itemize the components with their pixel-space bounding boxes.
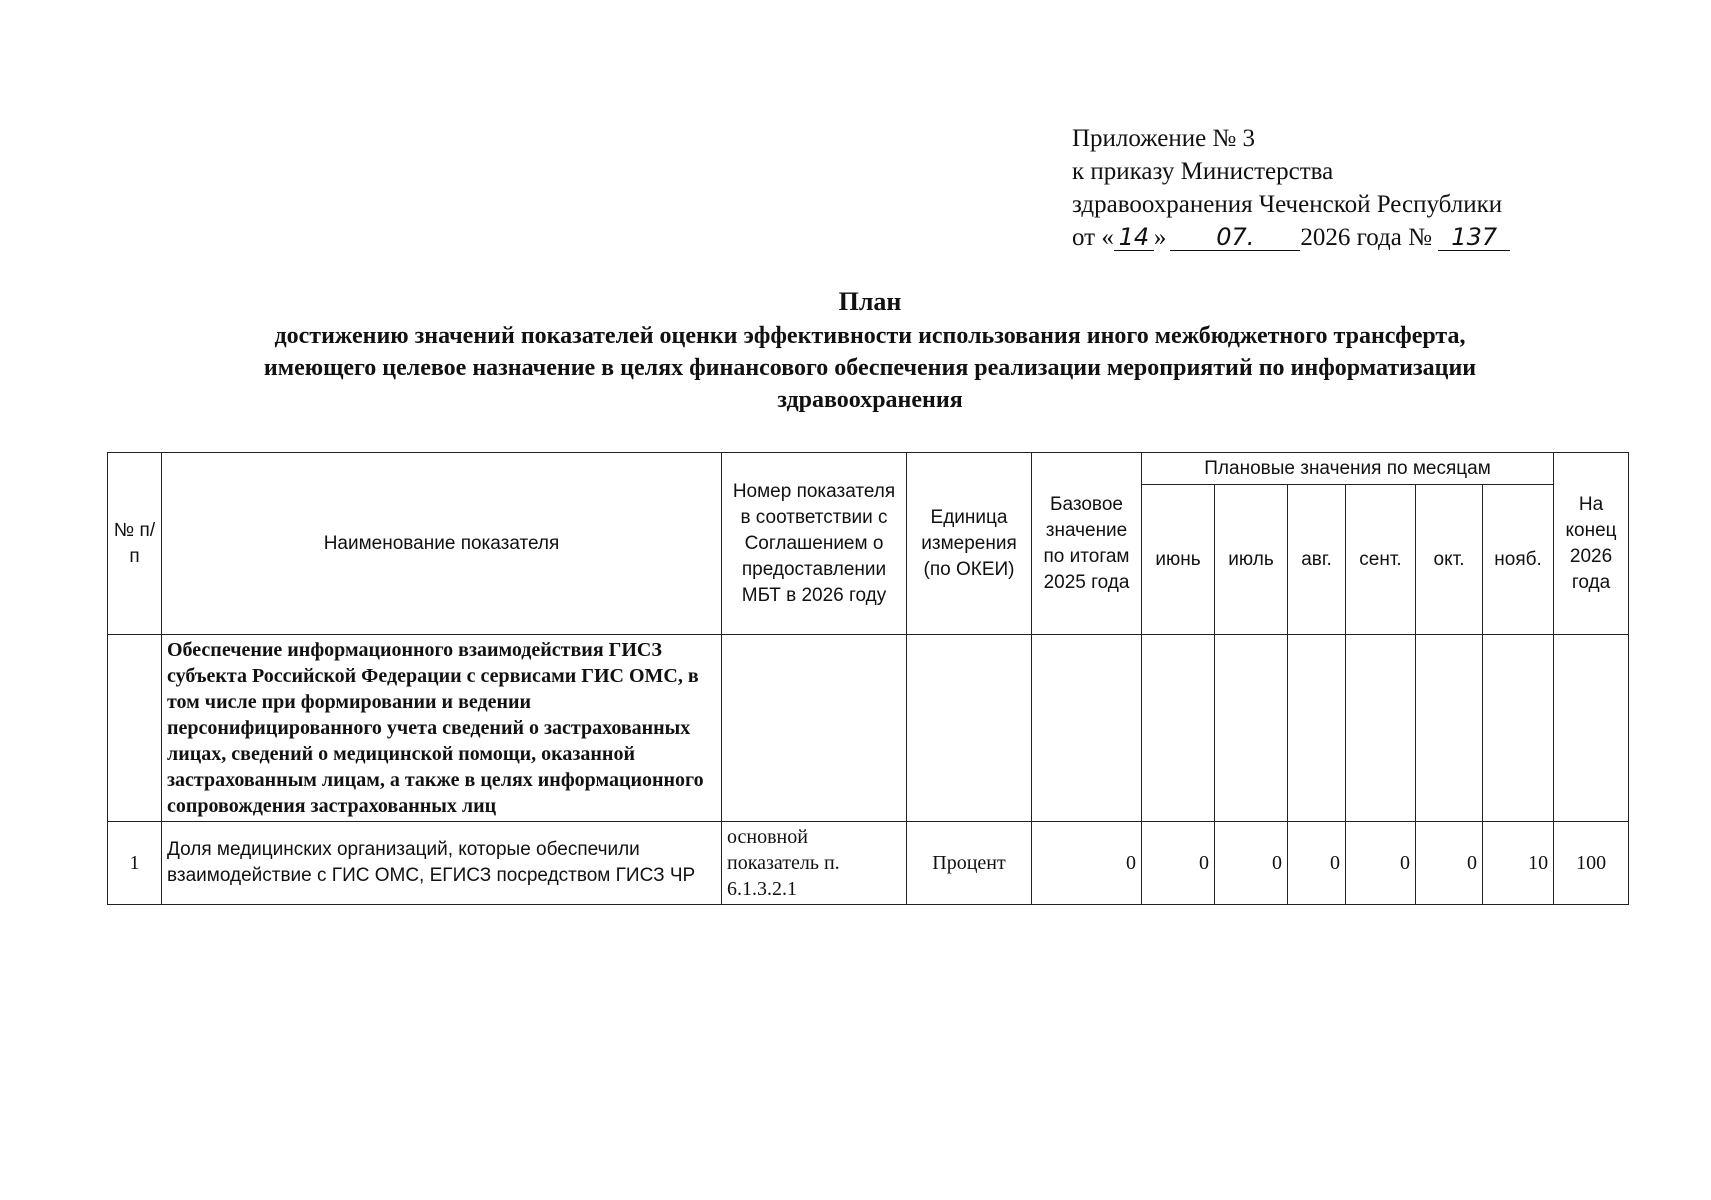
title-line-2: имеющего целевое назначение в целях финансового обеспечения реализации мероприятий по информатизации	[263, 355, 1477, 381]
row-month-june: 0	[1142, 822, 1215, 905]
row-end: 100	[1554, 822, 1629, 905]
header-unit: Единица измерения (по ОКЕИ)	[907, 453, 1032, 635]
section-title: Обеспечение информационного взаимодействия ГИСЗ субъекта Российской Федерации с сервисами ГИС ОМС, в том числе при формировании и ведении персонифицированного учета сведений о застрахованных лицах, сведений о медицинской помощи, оказанной застрахованным лицам, а также в целях информационного сопровождения застрахованных лиц	[162, 635, 722, 822]
title-line-3: здравоохранения	[777, 387, 963, 413]
title-line-1: достижению значений показателей оценки эффективности использования иного межбюджетного трансферта,	[274, 323, 1466, 349]
section-empty-cell	[1483, 635, 1554, 822]
date-year: 2026 года №	[1300, 224, 1432, 251]
header-base: Базовое значение по итогам 2025 года	[1032, 453, 1142, 635]
section-empty-cell	[1032, 635, 1142, 822]
date-mid: »	[1153, 224, 1167, 251]
row-agreement: основной показатель п. 6.1.3.2.1	[722, 822, 907, 905]
row-month-aug: 0	[1288, 822, 1346, 905]
section-empty-cell	[1288, 635, 1346, 822]
section-empty-cell	[907, 635, 1032, 822]
header-monthly: Плановые значения по месяцам	[1142, 453, 1554, 485]
appendix-line-1: Приложение № 3	[1072, 125, 1256, 152]
section-empty-cell	[722, 635, 907, 822]
row-month-nov: 10	[1483, 822, 1554, 905]
table-row	[108, 822, 1629, 905]
section-row	[108, 635, 1629, 822]
section-empty-cell	[1416, 635, 1483, 822]
row-unit: Процент	[907, 822, 1032, 905]
header-name: Наименование показателя	[162, 453, 722, 635]
row-month-sep: 0	[1346, 822, 1416, 905]
section-empty-cell	[1215, 635, 1288, 822]
header-month-sep: сент.	[1346, 485, 1416, 635]
row-name: Доля медицинских организаций, которые обеспечили взаимодействие с ГИС ОМС, ЕГИСЗ посредством ГИСЗ ЧР	[162, 822, 722, 905]
appendix-block	[1072, 122, 1510, 254]
header-num: № п/п	[108, 453, 162, 635]
section-num-cell	[108, 635, 162, 822]
header-agreement: Номер показателя в соответствии с Соглашением о предоставлении МБТ в 2026 году	[722, 453, 907, 635]
order-number: 137	[1438, 224, 1510, 251]
date-month: 07.	[1170, 224, 1300, 251]
date-day: 14	[1114, 224, 1154, 251]
header-month-june: июнь	[1142, 485, 1215, 635]
title-head: План	[838, 287, 902, 316]
appendix-date-line	[1072, 221, 1510, 254]
header-month-nov: нояб.	[1483, 485, 1554, 635]
date-prefix: от «	[1072, 224, 1114, 251]
header-month-july: июль	[1215, 485, 1288, 635]
section-empty-cell	[1346, 635, 1416, 822]
header-end: На конец 2026 года	[1554, 453, 1629, 635]
appendix-line-3: здравоохранения Чеченской Республики	[1072, 191, 1503, 218]
section-empty-cell	[1142, 635, 1215, 822]
appendix-line-2: к приказу Министерства	[1072, 158, 1334, 185]
section-empty-cell	[1554, 635, 1629, 822]
document-title	[100, 286, 1640, 416]
row-month-july: 0	[1215, 822, 1288, 905]
row-month-oct: 0	[1416, 822, 1483, 905]
header-month-oct: окт.	[1416, 485, 1483, 635]
row-num: 1	[108, 822, 162, 905]
row-base: 0	[1032, 822, 1142, 905]
plan-table	[107, 452, 1629, 905]
header-month-aug: авг.	[1288, 485, 1346, 635]
